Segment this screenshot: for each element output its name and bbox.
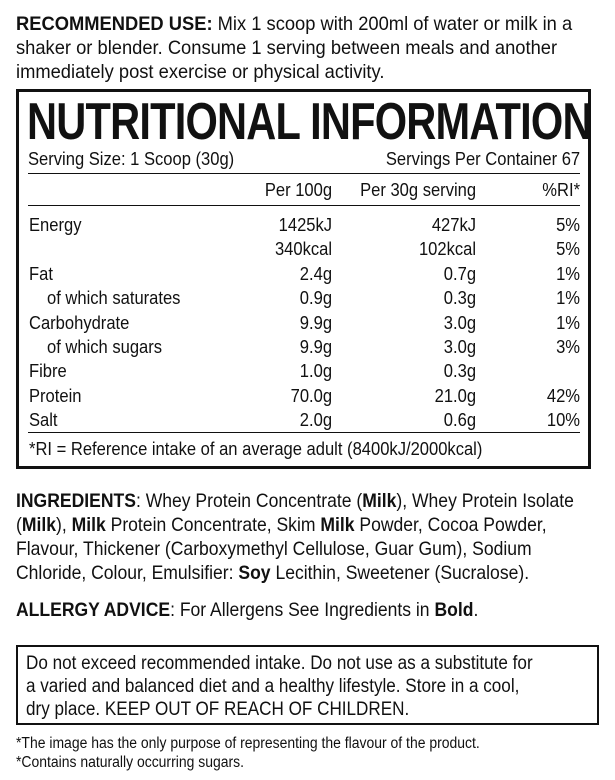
row-per-100g: 2.0g	[299, 410, 332, 430]
serving-size: Serving Size: 1 Scoop (30g)	[28, 149, 235, 169]
row-ri: 5%	[556, 239, 580, 259]
recommended-use-line-2: shaker or blender. Consume 1 serving between meals and another	[16, 37, 558, 59]
allergy-end: .	[473, 599, 479, 621]
allergen-milk: Milk	[320, 514, 355, 536]
recommended-use	[16, 12, 615, 84]
ingredients-label: INGREDIENTS	[16, 490, 136, 512]
row-per-100g: 70.0g	[290, 386, 332, 406]
footnote-image: *The image has the only purpose of representing the flavour of the product.	[16, 735, 480, 752]
recommended-use-line-1	[16, 12, 580, 36]
warning-line-1: Do not exceed recommended intake. Do not use as a substitute for	[26, 653, 533, 674]
row-per-30g: 0.3g	[443, 288, 476, 308]
warning-box	[16, 645, 599, 725]
footnote-sugars: *Contains naturally occurring sugars.	[16, 754, 244, 771]
ingredients-text: Chloride, Colour, Emulsifier:	[16, 562, 239, 584]
servings-per-container: Servings Per Container 67	[385, 149, 580, 169]
row-ri: 1%	[556, 288, 580, 308]
row-label: of which saturates	[47, 288, 181, 308]
ingredients-line-2	[16, 513, 574, 537]
ingredients-text: Protein Concentrate, Skim	[105, 514, 321, 536]
row-per-30g: 3.0g	[443, 313, 476, 333]
row-ri: 1%	[556, 313, 580, 333]
ingredients-line-3: Flavour, Thickener (Carboxymethyl Cellulose, Guar Gum), Sodium	[16, 538, 532, 560]
row-per-100g: 0.9g	[299, 288, 332, 308]
row-label: Fibre	[29, 361, 67, 381]
row-per-30g: 21.0g	[434, 386, 476, 406]
allergen-milk: Milk	[362, 490, 397, 512]
ingredients-line-1	[16, 489, 574, 513]
row-label: Protein	[29, 386, 82, 406]
row-per-30g: 427kJ	[431, 215, 476, 235]
ingredients-text: Powder, Cocoa Powder,	[354, 514, 547, 536]
row-per-30g: 0.6g	[443, 410, 476, 430]
row-label: of which sugars	[47, 337, 163, 357]
nutrition-panel	[16, 89, 591, 469]
ingredients-text: ), Whey Protein Isolate	[396, 490, 574, 512]
ingredients-text: Lecithin, Sweetener (Sucralose).	[270, 562, 530, 584]
row-per-100g: 9.9g	[299, 337, 332, 357]
header-per-100g: Per 100g	[264, 180, 332, 200]
row-per-30g: 102kcal	[418, 239, 476, 259]
row-ri: 5%	[556, 215, 580, 235]
row-per-100g: 1425kJ	[278, 215, 332, 235]
warning-text	[26, 652, 589, 721]
ri-footnote: *RI = Reference intake of an average adult (8400kJ/2000kcal)	[29, 439, 483, 459]
row-ri: 1%	[556, 264, 580, 284]
allergen-milk: Milk	[71, 514, 106, 536]
warning-line-3: dry place. KEEP OUT OF REACH OF CHILDREN.	[26, 699, 410, 720]
ingredients-text: ),	[55, 514, 72, 536]
row-per-30g: 3.0g	[443, 337, 476, 357]
row-per-100g: 340kcal	[274, 239, 332, 259]
rule-bottom	[28, 432, 580, 433]
row-label: Carbohydrate	[29, 313, 130, 333]
nutrition-title: NUTRITIONAL INFORMATION	[27, 93, 592, 151]
recommended-use-label: RECOMMENDED USE:	[16, 13, 213, 35]
ingredients-text: : Whey Protein Concentrate (	[135, 490, 363, 512]
row-label: Fat	[29, 264, 53, 284]
allergy-advice	[16, 598, 478, 622]
row-ri: 3%	[556, 337, 580, 357]
allergen-milk: Milk	[21, 514, 56, 536]
recommended-use-text-1: Mix 1 scoop with 200ml of water or milk in a	[212, 13, 573, 35]
allergy-text: : For Allergens See Ingredients in	[170, 599, 435, 621]
ingredients	[16, 489, 615, 585]
rule-top	[28, 173, 580, 174]
row-label: Salt	[29, 410, 58, 430]
allergy-bold-word: Bold	[434, 599, 474, 621]
header-per-30g: Per 30g serving	[360, 180, 476, 200]
row-per-30g: 0.3g	[443, 361, 476, 381]
header-ri: %RI*	[542, 180, 580, 200]
recommended-use-line-3: immediately post exercise or physical activity.	[16, 61, 385, 83]
rule-header	[28, 205, 580, 206]
ingredients-line-4	[16, 561, 574, 585]
footnotes	[16, 734, 531, 772]
allergen-soy: Soy	[238, 562, 271, 584]
row-per-100g: 9.9g	[299, 313, 332, 333]
row-per-30g: 0.7g	[443, 264, 476, 284]
row-ri: 10%	[546, 410, 580, 430]
ingredients-text: (	[16, 514, 22, 536]
allergy-label: ALLERGY ADVICE	[16, 599, 171, 621]
row-per-100g: 2.4g	[299, 264, 332, 284]
row-ri: 42%	[546, 386, 580, 406]
row-per-100g: 1.0g	[299, 361, 332, 381]
row-label: Energy	[29, 215, 82, 235]
warning-line-2: a varied and balanced diet and a healthy lifestyle. Store in a cool,	[26, 676, 520, 697]
